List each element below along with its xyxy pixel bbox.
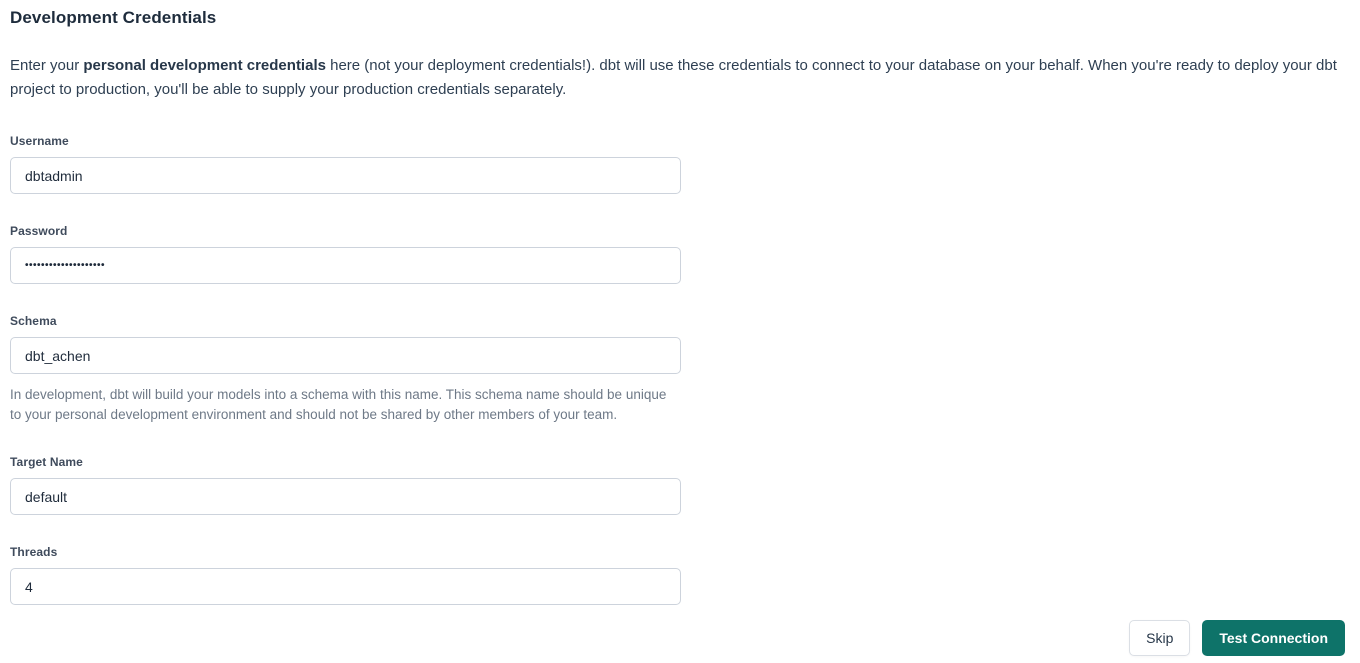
schema-input[interactable] (10, 337, 681, 374)
username-label: Username (10, 134, 69, 148)
credentials-form (10, 134, 1345, 605)
test-connection-button[interactable]: Test Connection (1202, 620, 1345, 656)
username-input[interactable] (10, 157, 681, 194)
username-field-group (10, 134, 681, 194)
target-name-input[interactable] (10, 478, 681, 515)
password-label: Password (10, 224, 68, 238)
intro-bold: personal development credentials (83, 57, 326, 74)
intro-post: here (not your deployment credentials!). dbt will use these credentials to connect to your database on your behalf. When you're ready to deploy your dbt project to production, you'll be able to supply your production credentials separately. (10, 57, 1337, 98)
skip-button[interactable]: Skip (1129, 620, 1190, 656)
password-input[interactable] (10, 247, 681, 284)
password-field-group (10, 224, 681, 284)
schema-help-text: In development, dbt will build your models into a schema with this name. This schema name should be unique to your personal development environment and should not be shared by other members of your team. (10, 387, 667, 422)
threads-label: Threads (10, 545, 58, 559)
page-title: Development Credentials (10, 8, 217, 27)
threads-input[interactable] (10, 568, 681, 605)
schema-label: Schema (10, 314, 57, 328)
intro-pre: Enter your (10, 57, 84, 74)
footer-actions (1129, 620, 1345, 656)
target-name-field-group (10, 455, 681, 515)
threads-field-group (10, 545, 681, 605)
target-name-label: Target Name (10, 455, 83, 469)
intro-text (10, 54, 1342, 102)
schema-field-group (10, 314, 681, 425)
